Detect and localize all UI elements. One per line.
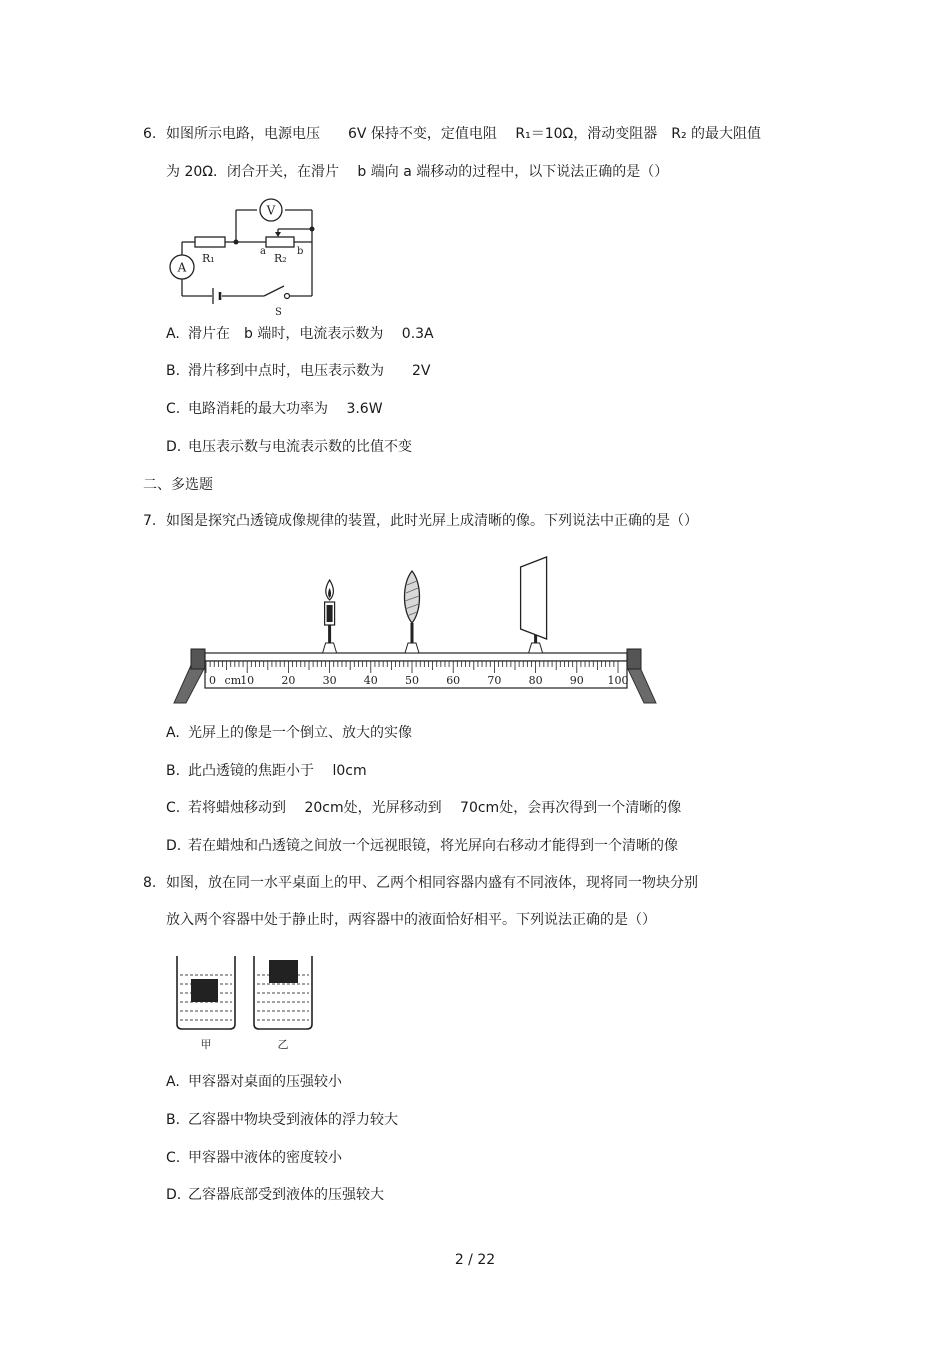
ruler-tick-label: 100 [607, 674, 629, 687]
switch-label: S [275, 307, 282, 318]
q8-stem-line2: 放入两个容器中处于静止时，两容器中的液面恰好相平。下列说法正确的是（） [166, 912, 656, 928]
convex-lens [405, 571, 420, 653]
q8-option-d-letter: D. [166, 1187, 182, 1203]
q7-option-d-letter: D. [166, 838, 182, 854]
q6-number: 6. [143, 126, 157, 142]
container-jia [177, 956, 235, 1029]
terminal-a-label: a [260, 246, 266, 257]
page-number: 2 / 22 [454, 1252, 496, 1268]
r1-label: R₁ [202, 252, 215, 265]
switch-contact [285, 294, 290, 299]
light-screen [521, 557, 547, 653]
q8-option-c-text: 甲容器中液体的密度较小 [188, 1150, 342, 1166]
q7-option-a-text: 光屏上的像是一个倒立、放大的实像 [188, 725, 412, 741]
q6-option-b-text: 滑片移到中点时，电压表示数为 2V [188, 363, 431, 379]
q7-number: 7. [143, 513, 157, 529]
q8-containers-diagram [172, 952, 318, 1054]
q8-number: 8. [143, 875, 157, 891]
ruler-tick-label: 60 [446, 674, 461, 687]
ruler-tick-label: 0 [209, 674, 216, 687]
ammeter-label: A [177, 260, 187, 275]
ruler-unit-label: cm [224, 674, 242, 687]
q6-option-d-letter: D. [166, 439, 182, 455]
q6-circuit-diagram [160, 196, 330, 318]
q8-option-b-letter: B. [166, 1112, 181, 1128]
q8-option-d-text: 乙容器底部受到液体的压强较大 [188, 1187, 384, 1203]
q8-option-c-letter: C. [166, 1150, 181, 1166]
q6-option-d-text: 电压表示数与电流表示数的比值不变 [188, 439, 412, 455]
candle [323, 580, 337, 653]
q8-option-a-letter: A. [166, 1074, 180, 1090]
bench-right-block [627, 649, 641, 669]
voltmeter-label: V [266, 203, 276, 218]
container-yi [254, 956, 312, 1029]
q8-stem-line1: 如图，放在同一水平桌面上的甲、乙两个相同容器内盛有不同液体，现将同一物块分别 [166, 875, 698, 891]
ruler-tick-label: 80 [528, 674, 543, 687]
ruler-tick-label: 70 [487, 674, 502, 687]
q8-option-b-text: 乙容器中物块受到液体的浮力较大 [188, 1112, 398, 1128]
q6-stem-line1: 如图所示电路，电源电压 6V 保持不变，定值电阻 R₁＝10Ω，滑动变阻器 R₂ 的最大阻值 [166, 126, 762, 142]
ruler-tick-label: 40 [363, 674, 378, 687]
q6-stem-line2: 为 20Ω．闭合开关，在滑片 b 端向 a 端移动的过程中，以下说法正确的是（） [166, 164, 669, 180]
block-in-jia [191, 979, 218, 1002]
q6-option-a-text: 滑片在 b 端时，电流表示数为 0.3A [188, 326, 434, 342]
q7-option-c-text: 若将蜡烛移动到 20cm处，光屏移动到 70cm处，会再次得到一个清晰的像 [188, 800, 682, 816]
bench-rail [205, 653, 627, 661]
q8-option-a-text: 甲容器对桌面的压强较小 [188, 1074, 342, 1090]
q6-option-c-letter: C. [166, 401, 181, 417]
terminal-b-label: b [297, 246, 304, 257]
q7-option-b-letter: B. [166, 763, 181, 779]
ruler-tick-label: 30 [322, 674, 337, 687]
q6-option-b-letter: B. [166, 363, 181, 379]
r2-rheostat [266, 237, 294, 247]
q7-option-c-letter: C. [166, 800, 181, 816]
ruler-tick-label: 10 [240, 674, 255, 687]
block-in-yi [269, 960, 298, 983]
q7-optical-bench-diagram [170, 553, 662, 705]
r1-resistor [195, 237, 225, 247]
q6-option-c-text: 电路消耗的最大功率为 3.6W [188, 401, 383, 417]
q7-option-d-text: 若在蜡烛和凸透镜之间放一个远视眼镜，将光屏向右移动才能得到一个清晰的像 [188, 838, 678, 854]
q7-stem-line1: 如图是探究凸透镜成像规律的装置，此时光屏上成清晰的像。下列说法中正确的是（） [166, 513, 698, 529]
q7-option-a-letter: A. [166, 725, 180, 741]
r2-label: R₂ [274, 252, 287, 265]
bench-left-block [191, 649, 205, 669]
q7-option-b-text: 此凸透镜的焦距小于 l0cm [188, 763, 367, 779]
ruler-tick-label: 20 [281, 674, 296, 687]
section-heading: 二、多选题 [143, 477, 213, 493]
label-yi: 乙 [277, 1038, 289, 1051]
q6-option-a-letter: A. [166, 326, 180, 342]
label-jia: 甲 [200, 1038, 212, 1051]
ruler-tick-label: 90 [569, 674, 584, 687]
ruler-tick-label: 50 [405, 674, 419, 687]
